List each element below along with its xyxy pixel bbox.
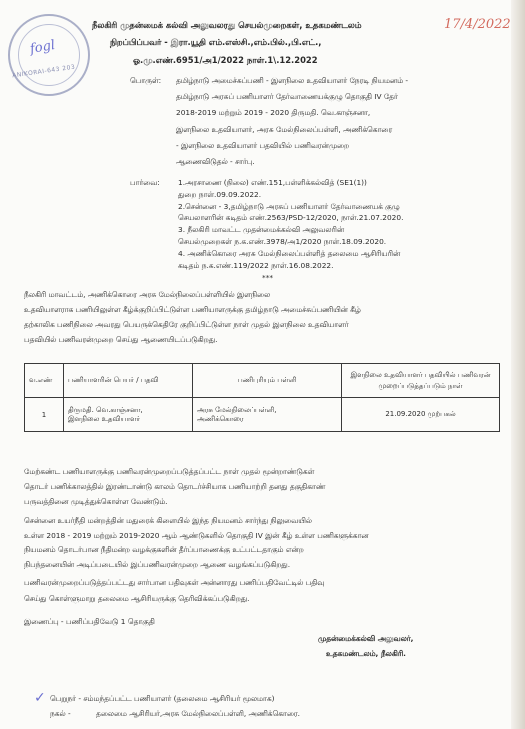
seal-signature: fogl <box>28 37 57 58</box>
order-table <box>24 363 500 432</box>
reference-line: 1.அரசாணை (நிலை) எண்.151,பள்ளிக்கல்வித் (SE1(1)) <box>178 178 367 187</box>
paragraph-line: பணிவரன்முறைப்படுத்தப்பட்டது சார்பான பதிவுகள் அன்னாரது பணிப்பதிவேட்டில் பதிவு <box>24 578 325 587</box>
paragraph-line: மேற்கண்ட பணியாளருக்கு பணிவரன்முறைப்படுத்தப்பட்ட நாள் முதல் மூன்றாண்டுகள் <box>24 467 315 476</box>
table-cell-school <box>193 398 342 432</box>
subject-line: - இளநிலை உதவியாளர் பதவியில் பணிவரன்முறை <box>176 140 350 150</box>
check-mark-icon: ✓ <box>34 690 46 706</box>
reference-line: செயலாளரின் கடிதம் எண்.2563/PSD-12/2020, நாள்.21.07.2020. <box>178 213 404 223</box>
separator: *** <box>262 273 274 282</box>
reference-line: 2.சென்னை - 3,தமிழ்நாடு அரசுப் பணியாளர் தேர்வாணையக் குழு <box>178 201 400 211</box>
handwritten-date: 17/4/2022 <box>444 17 511 32</box>
paragraph-line: தொடர் பணிக்காலத்தில் இரண்டாண்டு காலம் தொடர்ச்சியாக பணியாற்றி தனது தகுதிகாண் <box>24 481 326 491</box>
intro-line: தற்காலிக பணிநிலை அவரது பெயருக்கெதிரே குறிப்பிட்டுள்ள நாள் முதல் இளநிலை உதவியாளர் <box>24 320 349 329</box>
references-label: பார்வை: <box>130 178 160 187</box>
reference-number: ஓ.மு.எண்.6951/அ1/2022 நாள்.1\.12.2022 <box>133 55 318 65</box>
paragraph-line: பருவத்தினை முடித்துக்கொள்ள வேண்டும். <box>24 496 168 506</box>
intro-line: உதவியாளராக பணியிலுள்ள கீழ்க்குறிப்பிட்டுள்ள பணியாளருக்கு தமிழ்நாடு அமைச்சுப்பணியின் கீழ் <box>24 305 361 314</box>
reference-line: 4. அணிக்கொரை அரசு மேல்நிலைப்பள்ளித் தலைமை ஆசிரியரின் <box>178 248 401 258</box>
office-seal <box>8 14 90 96</box>
table-row <box>25 398 500 432</box>
table-cell-sno: 1 <box>25 398 64 432</box>
table-cell-date: 21.09.2020 முற்பகல் <box>342 398 500 432</box>
table-header: வ.எண் <box>25 364 64 398</box>
signatory-title: முதன்மைக்கல்வி அலுவலர், <box>318 634 414 643</box>
paper-edge <box>511 0 525 729</box>
employee-name: திருமதி. வெ.காஞ்சனா, <box>68 405 143 414</box>
paragraph-line: உள்ள 2018 - 2019 மற்றும் 2019-2020 ஆம் ஆண்டுகளில் தொகுதி IV இன் கீழ் உள்ள பணிகளுக்கான <box>24 530 369 540</box>
office-heading: நீலகிரி முதன்மைக் கல்வி அலுவலரது செயல்முறைகள், உதகமண்டலம் <box>92 20 362 30</box>
table-cell-name <box>64 398 193 432</box>
employee-post: இளநிலை உதவியாளர் <box>68 414 141 423</box>
paragraph-line: செய்து கொள்ளுமாறு தலைமை ஆசிரியருக்கு தெரிவிக்கப்படுகிறது. <box>24 593 250 603</box>
subject-label: பொருள்: <box>130 76 162 85</box>
intro-line: பதவியில் பணிவரன்முறை செய்து ஆணையிடப்படுகிறது. <box>24 335 218 344</box>
reference-line: செயல்முறைகள் ந.க.எண்.3978/அ1/2020 நாள்.18.09.2020. <box>178 237 387 246</box>
subject-line: தமிழ்நாடு அமைச்சுப்பணி - இளநிலை உதவியாளர் நேரடி நியமனம் - <box>176 76 409 85</box>
officer-line: நிறப்பிப்பவர் - இரா.யூதி எம்.எஸ்சி.,எம்.பில்.,பி.எட்., <box>110 37 322 47</box>
reference-line: கடிதம் ந.க.எண்.119/2022 நாள்.16.08.2022. <box>178 260 334 270</box>
subject-line: தமிழ்நாடு அரசுப் பணியாளர் தேர்வாணையக்குழு தொகுதி IV தேர் <box>176 92 398 102</box>
enclosure: இணைப்பு - பணிப்பதிவேடு 1 தொகுதி <box>24 617 155 626</box>
paragraph-line: நிபந்தனையின் அடிப்படையில் இப்பணிவரன்முறை ஆணை வழங்கப்படுகிறது. <box>24 559 291 569</box>
recipient: பெறுநர் - சம்மந்தப்பட்ட பணியாளர் (தலைமை ஆசிரியர் மூலமாக) <box>50 694 275 703</box>
intro-line: நீலகிரி மாவட்டம், அணிக்கொரை அரசு மேல்நிலைப்பள்ளியில் இளநிலை <box>24 290 271 299</box>
school-name: அரசு மேல்நிலைப்பள்ளி, <box>197 405 277 414</box>
school-place: அணிக்கொரை <box>197 414 244 423</box>
table-header: பணியாளரின் பெயர் / பதவி <box>64 364 193 398</box>
signatory-place: உதகமண்டலம், நீலகிரி. <box>326 649 406 658</box>
reference-line: துறை நாள்.09.09.2022. <box>178 189 262 199</box>
reference-line: 3. நீலகிரி மாவட்ட முதன்மைக்கல்வி அலுவலரின் <box>178 225 344 235</box>
seal-text: ANIKORAI-643 203 <box>11 63 76 80</box>
subject-line: 2018-2019 மற்றும் 2019 - 2020 திருமதி. வெ.காஞ்சனா, <box>176 108 371 118</box>
table-header: இளநிலை உதவியாளர் பதவியில் பணிவரன் முறைப்படுத்தப்படும் நாள் <box>342 364 500 398</box>
paragraph-line: நியமனம் தொடர்பான நீதிமன்ற வழக்குகளின் தீர்ப்பாணைக்கு உட்பட்டதாகும் என்ற <box>24 545 304 554</box>
subject-line: இளநிலை உதவியாளர், அரசு மேல்நிலைப்பள்ளி, அணிக்கொரை <box>176 124 393 134</box>
copy-label: நகல் - <box>50 709 71 718</box>
paragraph-line: சென்னை உயர்நீதி மன்றத்தின் மதுரைக் கிளையில் இந்த நியமனம் சார்ந்து நிலுவையில் <box>24 516 312 525</box>
subject-line: ஆணைவிடுதல் - சார்பு. <box>176 157 255 166</box>
table-header: பணிபுரியும் பள்ளி <box>193 364 342 398</box>
copy-to: தலைமை ஆசிரியர்,அரசு மேல்நிலைப்பள்ளி, அணிக்கொரை. <box>96 709 300 718</box>
